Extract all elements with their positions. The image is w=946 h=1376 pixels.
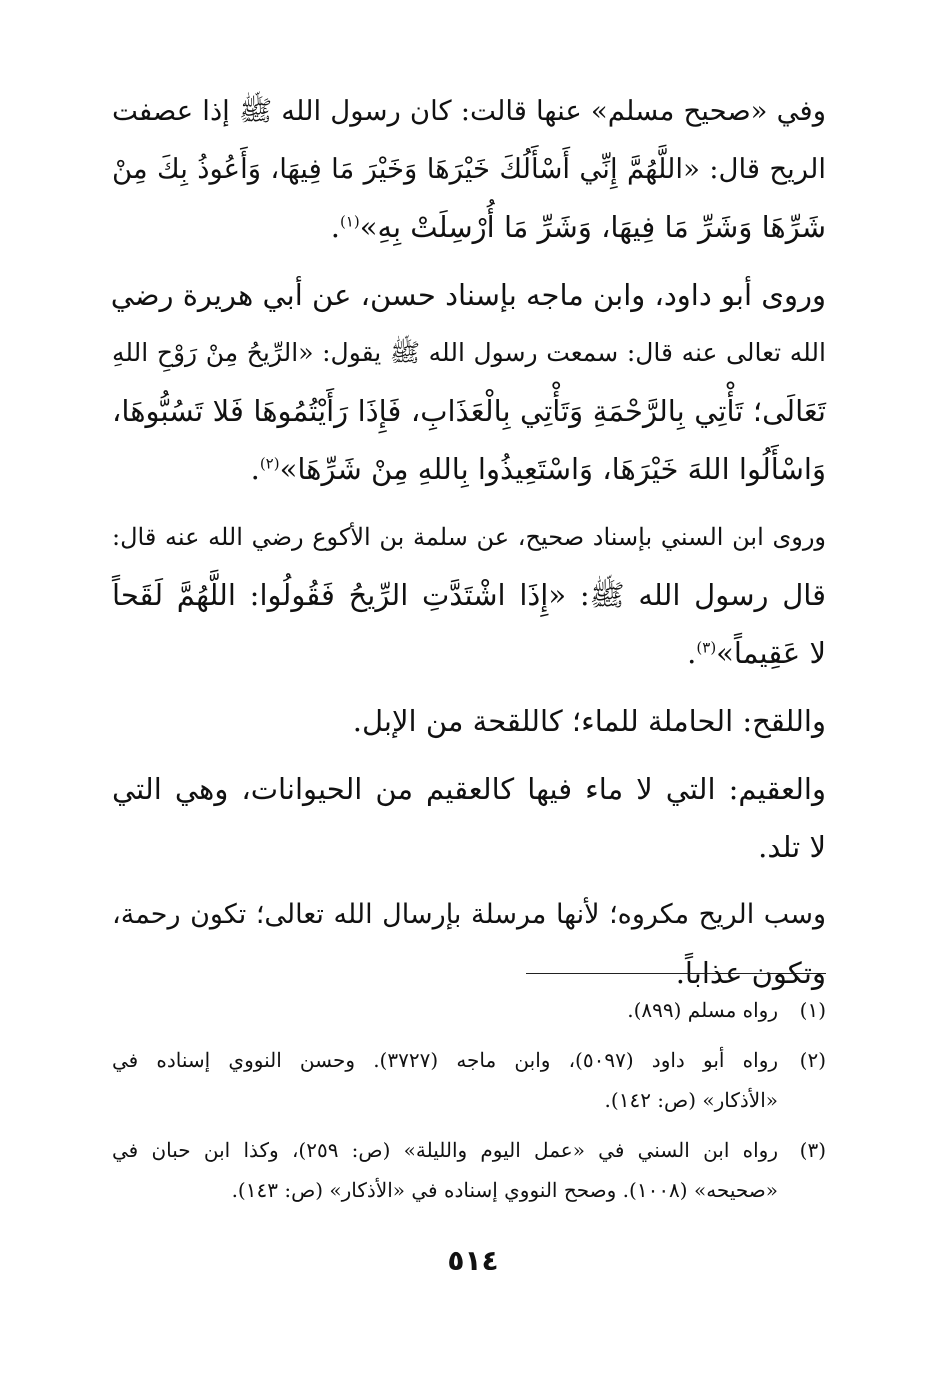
footnote-line: «الأذكار» (ص: ١٤٢). — [604, 1088, 778, 1112]
text-line: شَرِّهَا وَشَرِّ مَا فِيهَا، وَشَرِّ مَا أُرْسِلَتْ بِهِ»$^{(١)}$. — [330, 210, 826, 244]
paragraph — [112, 760, 826, 876]
main-text — [112, 82, 826, 1012]
footnote-number: (٣) — [799, 1138, 826, 1162]
text-line-content: الريح قال: «اللَّهُمَّ إِنِّي أَسْأَلُكَ خَيْرَهَا وَخَيْرَ مَا فِيهَا، وَأَعُوذُ بِكَ مِنْ — [112, 153, 826, 185]
paragraph — [112, 886, 826, 1002]
text-line-content: لا تلد. — [758, 830, 826, 864]
text-line — [112, 818, 826, 876]
footnote-text — [112, 1130, 778, 1210]
text-line-content: وتكون عذاباً. — [675, 956, 826, 990]
text-line — [112, 324, 826, 382]
footnotes — [112, 990, 826, 1220]
text-line — [112, 82, 826, 140]
text-line — [112, 692, 826, 750]
paragraph — [112, 508, 826, 682]
footnote-line: «صحيحه» (١٠٠٨). وصحح النووي إسناده في «الأذكار» (ص: ١٤٣). — [231, 1178, 778, 1202]
footnote-line: رواه ابن السني في «عمل اليوم والليلة» (ص: ٢٥٩)، وكذا ابن حبان في — [112, 1138, 778, 1162]
footnote-ref[interactable]: (٢) — [259, 454, 280, 473]
text-line-content: لا عَقِيماً» — [716, 636, 826, 670]
footnote-separator — [526, 973, 826, 974]
text-line: لا عَقِيماً»$^{(٣)}$. — [687, 636, 826, 670]
paragraph — [112, 266, 826, 498]
text-line-content: قال رسول الله ﷺ: «إِذَا اشْتَدَّتِ الرِّيحُ فَقُولُوا: اللَّهُمَّ لَقَحاً — [112, 578, 826, 612]
text-line — [112, 266, 826, 324]
footnote-number: (١) — [799, 998, 826, 1022]
text-line-content: واللقح: الحاملة للماء؛ كاللقحة من الإبل. — [352, 704, 826, 738]
text-line-content: الله تعالى عنه قال: سمعت رسول الله ﷺ يقول: «الرِّيحُ مِنْ رَوْحِ اللهِ — [112, 338, 826, 367]
footnote — [112, 1130, 826, 1210]
footnote — [112, 1040, 826, 1120]
text-line-content: وروى ابن السني بإسناد صحيح، عن سلمة بن الأكوع رضي الله عنه قال: — [112, 523, 826, 551]
text-line — [112, 140, 826, 198]
text-line — [112, 760, 826, 818]
page-number: ٥١٤ — [447, 1244, 499, 1277]
text-line — [112, 382, 826, 440]
footnote-line: رواه أبو داود (٥٠٩٧)، وابن ماجه (٣٧٢٧). وحسن النووي إسناده في — [112, 1048, 779, 1072]
footnote — [112, 990, 826, 1030]
text-line-content: وَاسْأَلُوا اللهَ خَيْرَهَا، وَاسْتَعِيذُوا بِاللهِ مِنْ شَرِّهَا» — [279, 452, 826, 486]
footnote-text — [112, 1040, 778, 1120]
text-line: وَاسْأَلُوا اللهَ خَيْرَهَا، وَاسْتَعِيذُوا بِاللهِ مِنْ شَرِّهَا»$^{(٢)}$. — [250, 452, 826, 486]
footnote-line: رواه مسلم (٨٩٩). — [627, 998, 778, 1022]
footnote-text — [112, 990, 778, 1030]
footnote-ref[interactable]: (٣) — [696, 638, 717, 657]
paragraph — [112, 82, 826, 256]
text-line-content: وروى أبو داود، وابن ماجه بإسناد حسن، عن أبي هريرة رضي — [110, 278, 826, 312]
footnote-ref[interactable]: (١) — [339, 212, 360, 231]
text-line — [112, 566, 826, 624]
text-line-content: شَرِّهَا وَشَرِّ مَا فِيهَا، وَشَرِّ مَا أُرْسِلَتْ بِهِ» — [359, 210, 826, 244]
text-line — [112, 886, 826, 944]
text-line-content: والعقيم: التي لا ماء فيها كالعقيم من الحيوانات، وهي التي — [112, 772, 826, 806]
text-line-content: وسب الريح مكروه؛ لأنها مرسلة بإرسال الله تعالى؛ تكون رحمة، — [112, 899, 826, 930]
paragraph — [112, 692, 826, 750]
text-line — [112, 508, 826, 566]
footnote-number: (٢) — [799, 1048, 826, 1072]
text-line-content: وفي «صحيح مسلم» عنها قالت: كان رسول الله ﷺ إذا عصفت — [112, 95, 826, 127]
text-line-content: تَعَالَى؛ تَأْتِي بِالرَّحْمَةِ وَتَأْتِي بِالْعَذَابِ، فَإِذَا رَأَيْتُمُوهَا فَلا تَسُبُّوهَا، — [112, 394, 826, 428]
